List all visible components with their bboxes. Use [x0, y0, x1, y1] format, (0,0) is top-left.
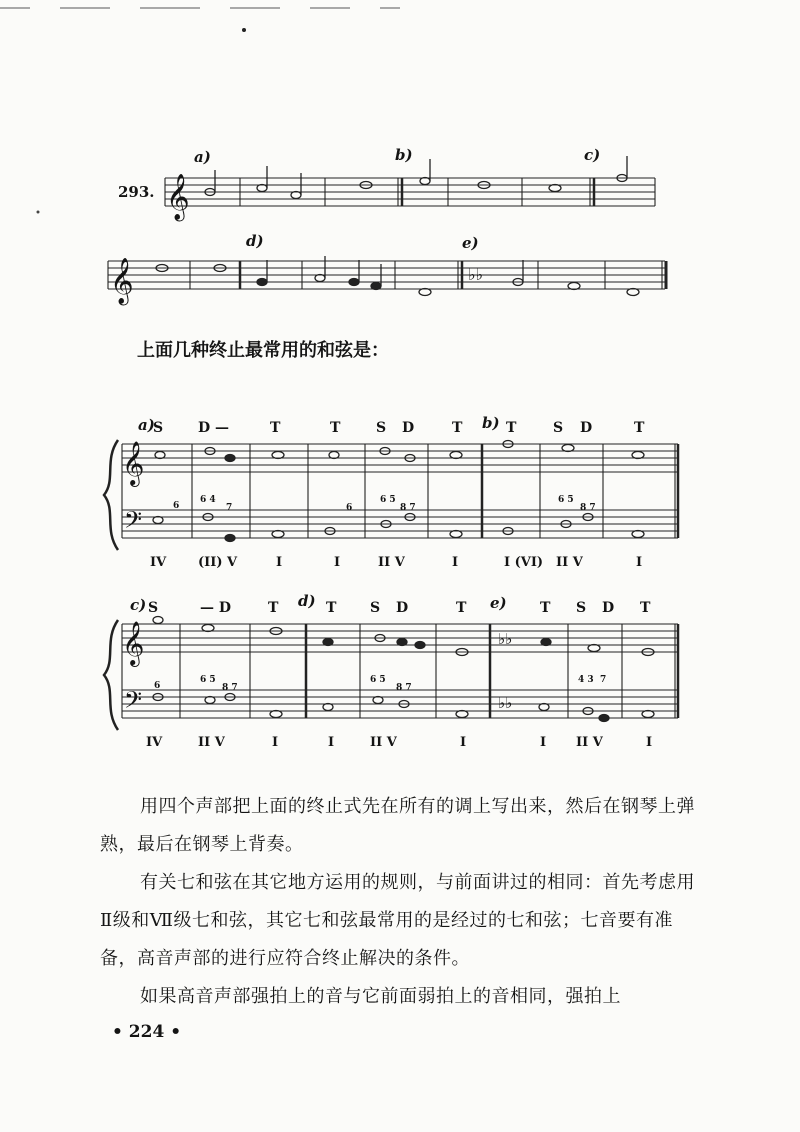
flat-sign: ♭♭	[498, 694, 513, 712]
figure: 8 7	[400, 503, 416, 513]
example-number: 293.	[118, 183, 155, 201]
roman-numeral: II V	[576, 735, 603, 750]
harmony-system-1	[0, 400, 800, 580]
function-labels-1	[153, 420, 645, 436]
intro-text: 上面几种终止最常用的和弦是：	[137, 340, 389, 361]
figure: 7	[226, 503, 233, 513]
label-c: c)	[130, 596, 147, 614]
function-label: S	[576, 600, 587, 616]
staff-293-2	[108, 261, 666, 289]
function-label: S	[153, 420, 164, 436]
label-d: d)	[298, 592, 316, 610]
function-label: D —	[198, 420, 230, 436]
roman-numeral: IV	[150, 555, 167, 570]
function-label: D	[602, 600, 615, 616]
roman-numeral: II V	[198, 735, 225, 750]
function-label: T	[326, 600, 337, 616]
paragraph-1: 用四个声部把上面的终止式先在所有的调上写出来，然后在钢琴上弹熟，最后在钢琴上背奏。	[100, 796, 695, 855]
figure: 8 7	[222, 683, 238, 693]
function-label: — D	[200, 600, 232, 616]
paragraph-3: 如果高音声部强拍上的音与它前面弱拍上的音相同，强拍上	[140, 986, 621, 1007]
roman-numeral: (II) V	[198, 555, 238, 570]
roman-numeral: I	[328, 735, 335, 750]
figure: 6	[154, 681, 161, 691]
treble-clef: 𝄞	[166, 174, 190, 220]
label-a: a)	[194, 148, 211, 166]
bass-clef: 𝄢	[124, 506, 143, 539]
function-label: T	[640, 600, 651, 616]
paragraph-2: 有关七和弦在其它地方运用的规则，与前面讲过的相同：首先考虑用Ⅱ级和Ⅶ级七和弦，其它七和弦最常用的是经过的七和弦；七音要有准备，高音声部的进行应符合终止解决的条件。	[100, 872, 695, 969]
flat-sign: ♭♭	[498, 630, 513, 648]
figure: 6 5	[380, 495, 396, 505]
roman-numeral: I	[334, 555, 341, 570]
roman-numeral: I	[276, 555, 283, 570]
function-label: T	[540, 600, 551, 616]
function-label: D	[402, 420, 415, 436]
roman-numeral: II V	[378, 555, 405, 570]
treble-clef: 𝄞	[122, 621, 145, 665]
label-d: d)	[246, 232, 264, 250]
figure: 8 7	[396, 683, 412, 693]
figure: 8 7	[580, 503, 596, 513]
function-label: T	[634, 420, 645, 436]
function-label: S	[370, 600, 381, 616]
harmony-system-2	[0, 580, 800, 760]
figure: 7	[600, 675, 607, 685]
figure: 6 5	[370, 675, 386, 685]
function-label: S	[148, 600, 159, 616]
figure: 6	[173, 501, 180, 511]
function-label: T	[268, 600, 279, 616]
function-label: T	[456, 600, 467, 616]
function-label: T	[506, 420, 517, 436]
function-label: S	[553, 420, 564, 436]
label-a: a)	[138, 416, 155, 434]
roman-numeral: I	[452, 555, 459, 570]
page-number: • 224 •	[112, 1022, 182, 1042]
bass-clef: 𝄢	[124, 686, 143, 719]
notes-293-2	[156, 256, 639, 296]
roman-numeral: IV	[146, 735, 163, 750]
music-example-293	[0, 0, 800, 320]
label-e: e)	[462, 234, 479, 252]
figure: 4 3	[578, 675, 594, 685]
roman-numerals-1	[150, 555, 642, 570]
label-b: b)	[395, 146, 413, 164]
roman-numeral: II V	[370, 735, 397, 750]
roman-numeral: I	[636, 555, 643, 570]
roman-numeral: I (VI)	[504, 555, 544, 570]
roman-numeral: I	[646, 735, 653, 750]
label-c: c)	[584, 146, 601, 164]
function-label: T	[270, 420, 281, 436]
function-label: D	[396, 600, 409, 616]
roman-numeral: I	[460, 735, 467, 750]
roman-numeral: I	[540, 735, 547, 750]
staff-293-1	[165, 178, 655, 206]
roman-numerals-2	[146, 735, 652, 750]
function-label: T	[330, 420, 341, 436]
label-b: b)	[482, 414, 500, 432]
function-labels-2	[148, 600, 651, 616]
figure: 6 4	[200, 495, 216, 505]
function-label: T	[452, 420, 463, 436]
figure: 6 5	[558, 495, 574, 505]
flat-sign: ♭♭	[468, 265, 484, 284]
label-e: e)	[490, 594, 507, 612]
roman-numeral: II V	[556, 555, 583, 570]
function-label: D	[580, 420, 593, 436]
figure: 6	[346, 503, 353, 513]
roman-numeral: I	[272, 735, 279, 750]
treble-clef: 𝄞	[110, 258, 134, 304]
treble-clef: 𝄞	[122, 441, 145, 485]
function-label: S	[376, 420, 387, 436]
figure: 6 5	[200, 675, 216, 685]
